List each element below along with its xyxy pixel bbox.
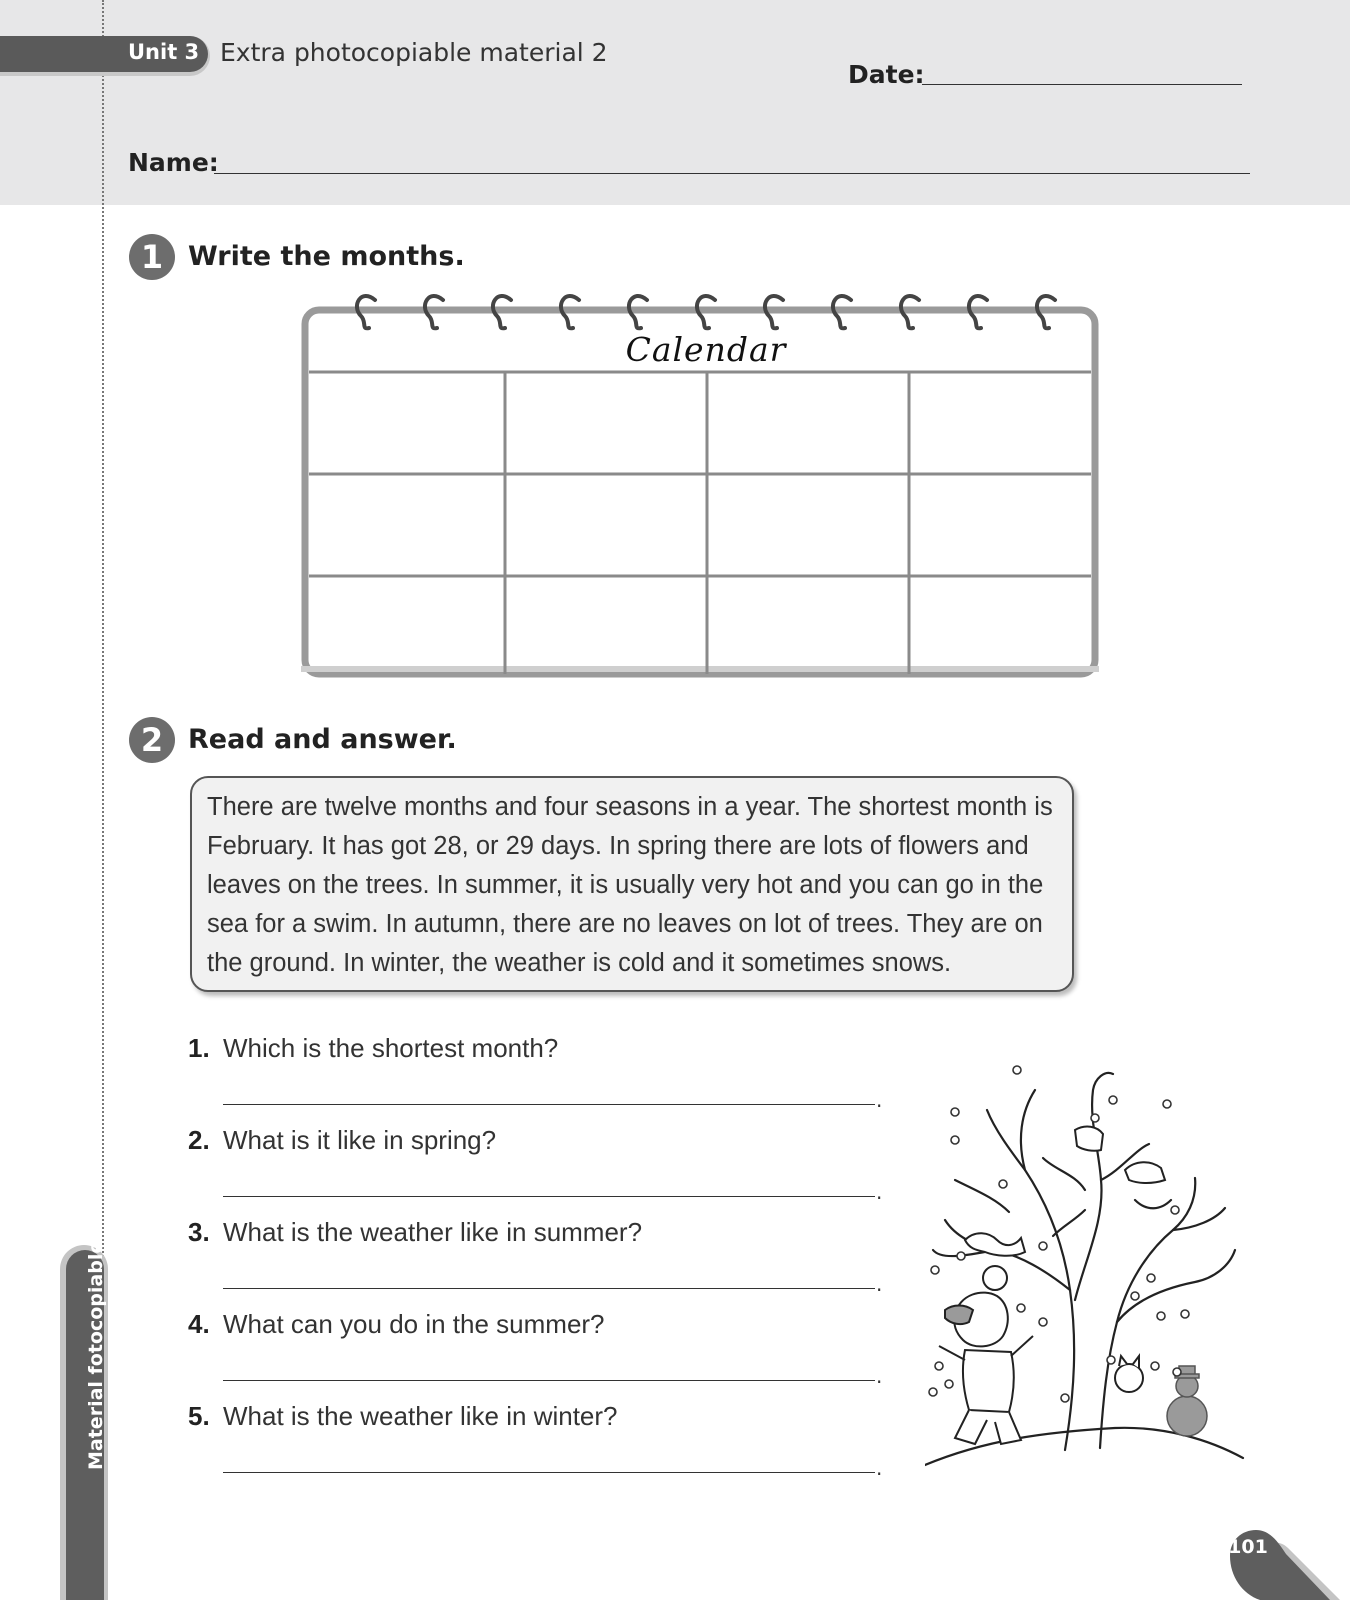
name-label: Name: (128, 148, 219, 177)
answer-line-1[interactable] (223, 1104, 875, 1105)
answer-line-3[interactable] (223, 1288, 875, 1289)
answer-period: . (876, 1180, 883, 1204)
reading-text: There are twelve months and four seasons in a year. The shortest month is February. It has got 28, or 29 days. In spring there are lots of flowers and leaves on the trees. In summer, it is usually very hot and you can go in the sea for a swim. In autumn, there are no leaves on lot of trees. They are on the ground. In winter, the weather is cold and it sometimes snows. (207, 793, 1053, 977)
question-number: 1. (188, 1033, 210, 1063)
exercise-2-instruction: Read and answer. (188, 724, 457, 755)
question-1 (188, 1033, 558, 1064)
question-3 (188, 1217, 642, 1248)
question-5 (188, 1401, 618, 1432)
answer-period: . (876, 1088, 883, 1112)
question-number: 4. (188, 1309, 210, 1339)
answer-period: . (876, 1272, 883, 1296)
question-text: What is the weather like in winter? (223, 1401, 618, 1431)
question-4 (188, 1309, 605, 1340)
winter-tree-snow-child-icon (925, 1060, 1245, 1480)
calendar-title: Calendar (625, 330, 787, 369)
worksheet-title: Extra photocopiable material 2 (220, 38, 608, 67)
answer-period: . (876, 1364, 883, 1388)
page-number: 101 (1228, 1536, 1268, 1558)
question-2 (188, 1125, 496, 1156)
exercise-2-number: 2 (129, 717, 175, 763)
question-text: What can you do in the summer? (223, 1309, 605, 1339)
question-number: 3. (188, 1217, 210, 1247)
name-field[interactable] (214, 173, 1250, 174)
exercise-1-number: 1 (129, 234, 175, 280)
side-tab-label: Material fotocopiable (85, 1240, 107, 1470)
answer-line-5[interactable] (223, 1472, 875, 1473)
question-number: 5. (188, 1401, 210, 1431)
answer-line-2[interactable] (223, 1196, 875, 1197)
question-number: 2. (188, 1125, 210, 1155)
answer-line-4[interactable] (223, 1380, 875, 1381)
question-text: What is the weather like in summer? (223, 1217, 643, 1247)
exercise-1-instruction: Write the months. (188, 241, 465, 272)
date-field[interactable] (922, 84, 1242, 85)
question-text: Which is the shortest month? (223, 1033, 559, 1063)
question-text: What is it like in spring? (223, 1125, 497, 1155)
answer-period: . (876, 1456, 883, 1480)
date-label: Date: (848, 60, 925, 89)
unit-label: Unit 3 (128, 40, 200, 64)
